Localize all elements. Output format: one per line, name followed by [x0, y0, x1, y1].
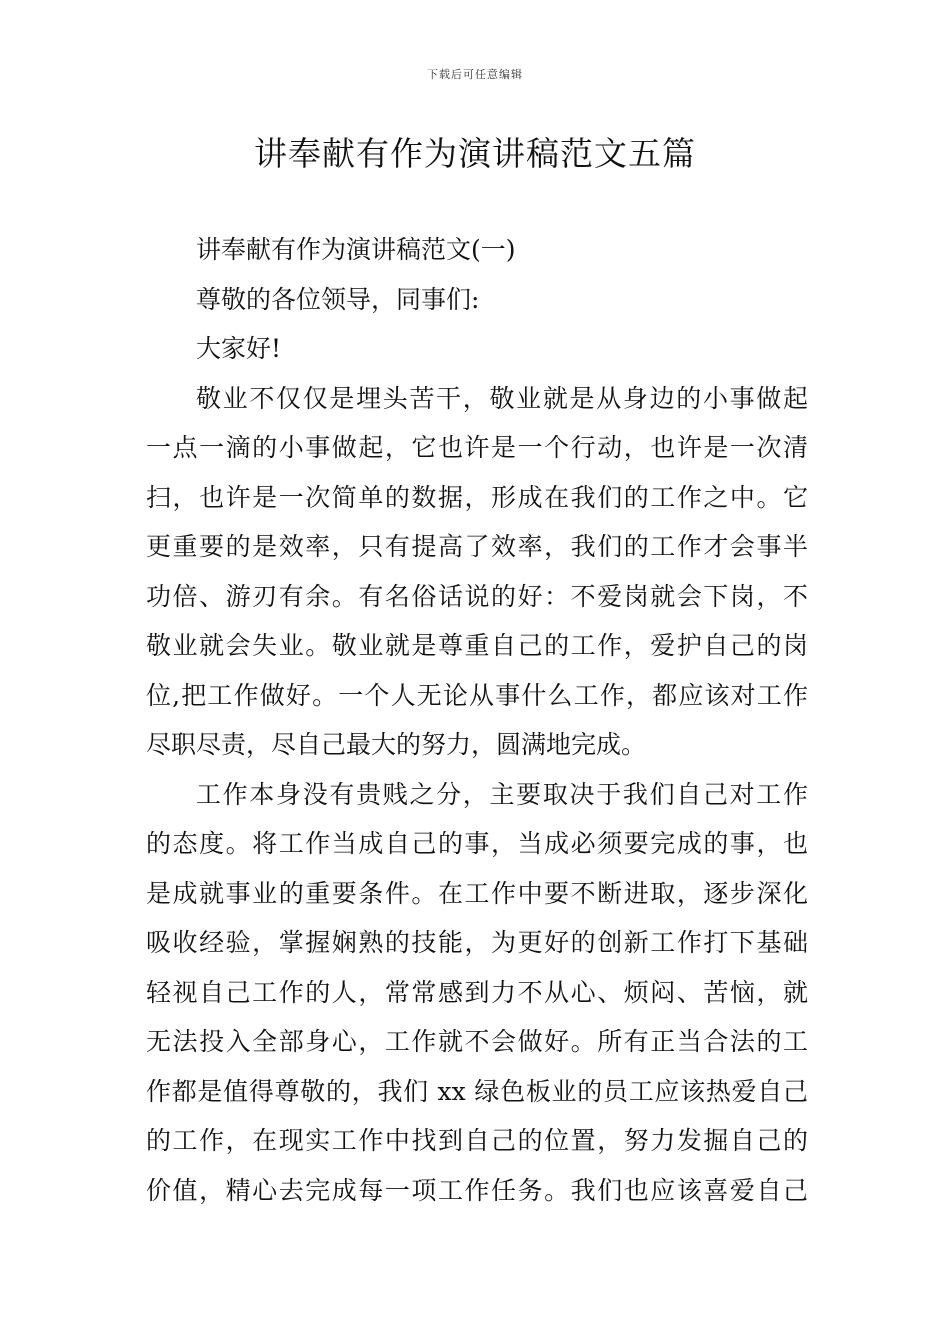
paragraph-line: 敬业就会失业。敬业就是尊重自己的工作，爱护自己的岗 [146, 631, 808, 660]
document-title: 讲奉献有作为演讲稿范文五篇 [254, 134, 696, 173]
document-body [146, 225, 808, 1215]
greeting: 大家好! [196, 334, 282, 363]
header-note: 下载后可任意编辑 [427, 68, 523, 81]
paragraph-line: 一点一滴的小事做起，它也许是一个行动，也许是一次清 [146, 433, 808, 462]
paragraph-line: 尽职尽责，尽自己最大的努力，圆满地完成。 [146, 730, 647, 759]
paragraph-line: 敬业不仅仅是埋头苦干，敬业就是从身边的小事做起 [196, 383, 808, 413]
paragraph-line: 功倍、游刃有余。有名俗话说的好：不爱岗就会下岗，不 [146, 581, 808, 611]
paragraph-line: 是成就事业的重要条件。在工作中要不断进取，逐步深化 [146, 878, 808, 908]
paragraph-line: 工作本身没有贵贱之分，主要取决于我们自己对工作 [196, 779, 808, 809]
paragraph-line: 作都是值得尊敬的，我们 xx 绿色板业的员工应该热爱自己 [146, 1076, 808, 1106]
paragraph-line: 轻视自己工作的人，常常感到力不从心、烦闷、苦恼，就 [146, 977, 808, 1007]
paragraph-line: 位,把工作做好。一个人无论从事什么工作，都应该对工作 [146, 680, 808, 710]
paragraph-line: 吸收经验，掌握娴熟的技能，为更好的创新工作打下基础 [146, 928, 808, 957]
paragraph-line: 扫，也许是一次简单的数据，形成在我们的工作之中。它 [146, 482, 808, 512]
section-heading: 讲奉献有作为演讲稿范文(一) [196, 235, 516, 264]
paragraph-line: 价值，精心去完成每一项工作任务。我们也应该喜爱自己 [146, 1175, 808, 1205]
paragraph-line: 的工作，在现实工作中找到自己的位置，努力发掘自己的 [146, 1126, 808, 1155]
paragraph-line: 的态度。将工作当成自己的事，当成必须要完成的事，也 [146, 829, 808, 858]
paragraph-line: 无法投入全部身心，工作就不会做好。所有正当合法的工 [146, 1027, 808, 1056]
paragraph-line: 更重要的是效率，只有提高了效率，我们的工作才会事半 [146, 532, 808, 561]
salutation: 尊敬的各位领导，同事们: [196, 284, 480, 314]
